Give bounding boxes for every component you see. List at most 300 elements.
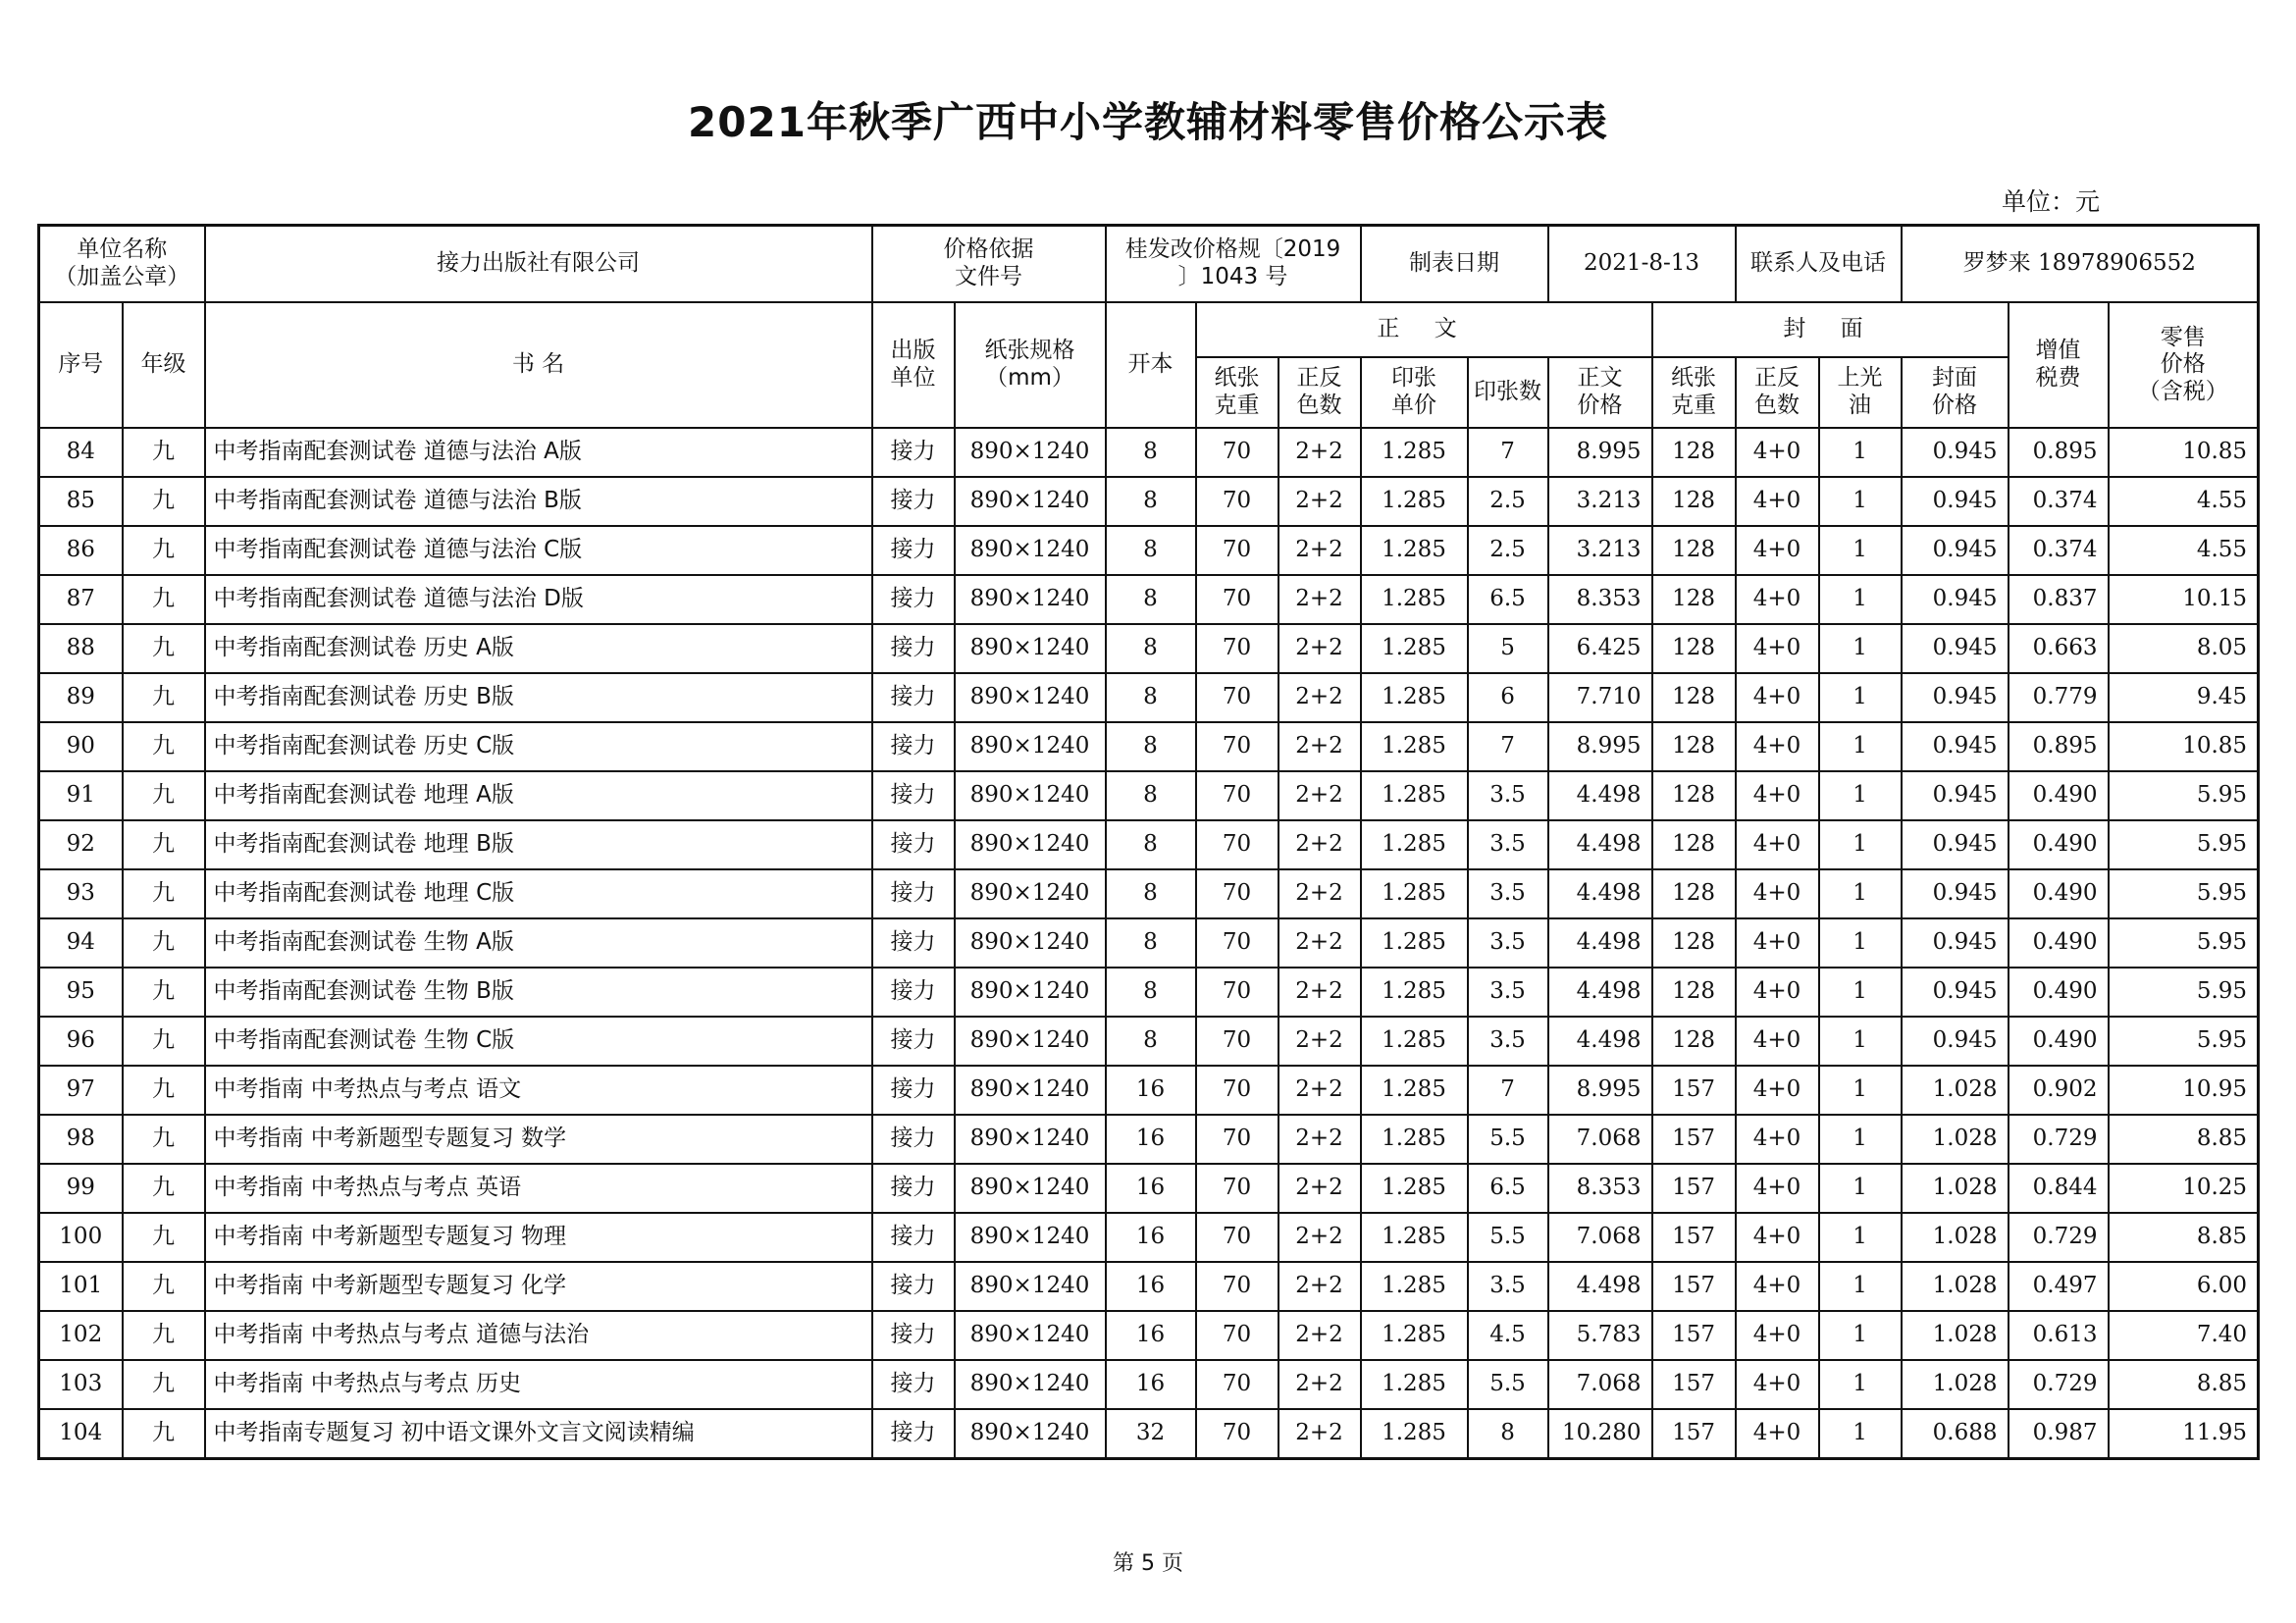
gloss-cell: 1 xyxy=(1819,1213,1902,1262)
body-weight-cell: 70 xyxy=(1196,968,1278,1017)
book-name-cell: 中考指南配套测试卷 地理 C版 xyxy=(205,869,872,918)
body-colors-cell: 2+2 xyxy=(1278,869,1361,918)
sheets-cell: 6.5 xyxy=(1468,1164,1548,1213)
book-name-cell: 中考指南配套测试卷 历史 C版 xyxy=(205,722,872,771)
cover-weight-cell: 128 xyxy=(1652,673,1736,722)
grade-cell: 九 xyxy=(123,1262,205,1311)
body-price-cell: 7.710 xyxy=(1548,673,1652,722)
retail-price-cell: 10.15 xyxy=(2109,575,2259,624)
sheets-cell: 7 xyxy=(1468,428,1548,477)
cover-weight-cell: 128 xyxy=(1652,918,1736,968)
page-title: 2021年秋季广西中小学教辅材料零售价格公示表 xyxy=(688,98,1608,146)
cover-colors-cell: 4+0 xyxy=(1736,1409,1819,1459)
vat-cell: 0.490 xyxy=(2009,918,2109,968)
vat-cell: 0.374 xyxy=(2009,477,2109,526)
grade-cell: 九 xyxy=(123,1311,205,1360)
gloss-cell: 1 xyxy=(1819,722,1902,771)
vat-cell: 0.895 xyxy=(2009,428,2109,477)
unit-price-cell: 1.285 xyxy=(1361,1360,1468,1409)
book-name-cell: 中考指南配套测试卷 生物 A版 xyxy=(205,918,872,968)
unit-price-cell: 1.285 xyxy=(1361,1115,1468,1164)
unit-price-cell: 1.285 xyxy=(1361,575,1468,624)
body-price-cell: 8.995 xyxy=(1548,428,1652,477)
sheets-cell: 6.5 xyxy=(1468,575,1548,624)
body-colors-cell: 2+2 xyxy=(1278,428,1361,477)
retail-price-cell: 9.45 xyxy=(2109,673,2259,722)
header-body-weight: 纸张 克重 xyxy=(1196,357,1278,428)
paper-size-cell: 890×1240 xyxy=(955,1360,1106,1409)
cover-price-cell: 1.028 xyxy=(1902,1115,2009,1164)
format-cell: 8 xyxy=(1106,428,1196,477)
format-cell: 8 xyxy=(1106,575,1196,624)
cover-weight-cell: 128 xyxy=(1652,968,1736,1017)
header-cover-group: 封 面 xyxy=(1652,302,2009,357)
cover-price-cell: 0.945 xyxy=(1902,624,2009,673)
retail-price-cell: 10.85 xyxy=(2109,428,2259,477)
unit-label: 单位：元 xyxy=(2002,187,2101,216)
vat-cell: 0.490 xyxy=(2009,968,2109,1017)
format-cell: 16 xyxy=(1106,1262,1196,1311)
table-row xyxy=(39,673,2259,722)
paper-size-cell: 890×1240 xyxy=(955,918,1106,968)
body-weight-cell: 70 xyxy=(1196,869,1278,918)
cover-price-cell: 0.945 xyxy=(1902,1017,2009,1066)
paper-size-cell: 890×1240 xyxy=(955,575,1106,624)
body-price-cell: 3.213 xyxy=(1548,526,1652,575)
cover-colors-cell: 4+0 xyxy=(1736,1311,1819,1360)
vat-cell: 0.729 xyxy=(2009,1360,2109,1409)
gloss-cell: 1 xyxy=(1819,771,1902,820)
cover-weight-cell: 128 xyxy=(1652,428,1736,477)
cover-price-cell: 0.945 xyxy=(1902,820,2009,869)
grade-cell: 九 xyxy=(123,428,205,477)
header-retail: 零售 价格 （含税） xyxy=(2109,302,2259,428)
table-row xyxy=(39,624,2259,673)
gloss-cell: 1 xyxy=(1819,624,1902,673)
cover-weight-cell: 128 xyxy=(1652,477,1736,526)
body-price-cell: 5.783 xyxy=(1548,1311,1652,1360)
book-name-cell: 中考指南配套测试卷 历史 B版 xyxy=(205,673,872,722)
table-row xyxy=(39,526,2259,575)
body-weight-cell: 70 xyxy=(1196,1164,1278,1213)
retail-price-cell: 10.25 xyxy=(2109,1164,2259,1213)
seq-cell: 99 xyxy=(39,1164,123,1213)
format-cell: 16 xyxy=(1106,1360,1196,1409)
seq-cell: 93 xyxy=(39,869,123,918)
unit-price-cell: 1.285 xyxy=(1361,1066,1468,1115)
cover-colors-cell: 4+0 xyxy=(1736,869,1819,918)
cover-colors-cell: 4+0 xyxy=(1736,526,1819,575)
book-name-cell: 中考指南配套测试卷 道德与法治 D版 xyxy=(205,575,872,624)
header-seq: 序号 xyxy=(39,302,123,428)
cover-weight-cell: 157 xyxy=(1652,1213,1736,1262)
cover-weight-cell: 157 xyxy=(1652,1409,1736,1459)
body-weight-cell: 70 xyxy=(1196,1066,1278,1115)
table-row xyxy=(39,1311,2259,1360)
retail-price-cell: 4.55 xyxy=(2109,477,2259,526)
unit-price-cell: 1.285 xyxy=(1361,771,1468,820)
paper-size-cell: 890×1240 xyxy=(955,771,1106,820)
book-name-cell: 中考指南配套测试卷 生物 B版 xyxy=(205,968,872,1017)
grade-cell: 九 xyxy=(123,918,205,968)
paper-size-cell: 890×1240 xyxy=(955,1213,1106,1262)
body-colors-cell: 2+2 xyxy=(1278,771,1361,820)
retail-price-cell: 4.55 xyxy=(2109,526,2259,575)
body-price-cell: 4.498 xyxy=(1548,1017,1652,1066)
paper-size-cell: 890×1240 xyxy=(955,968,1106,1017)
seq-cell: 95 xyxy=(39,968,123,1017)
sheets-cell: 5 xyxy=(1468,624,1548,673)
unit-price-cell: 1.285 xyxy=(1361,526,1468,575)
cover-colors-cell: 4+0 xyxy=(1736,820,1819,869)
body-price-cell: 4.498 xyxy=(1548,968,1652,1017)
body-colors-cell: 2+2 xyxy=(1278,968,1361,1017)
table-row xyxy=(39,918,2259,968)
seq-cell: 104 xyxy=(39,1409,123,1459)
paper-size-cell: 890×1240 xyxy=(955,1262,1106,1311)
contact-label: 联系人及电话 xyxy=(1736,226,1902,303)
date-label: 制表日期 xyxy=(1361,226,1548,303)
unit-price-cell: 1.285 xyxy=(1361,1409,1468,1459)
cover-price-cell: 1.028 xyxy=(1902,1311,2009,1360)
grade-cell: 九 xyxy=(123,575,205,624)
header-cover-colors: 正反 色数 xyxy=(1736,357,1819,428)
book-name-cell: 中考指南专题复习 初中语文课外文言文阅读精编 xyxy=(205,1409,872,1459)
cover-colors-cell: 4+0 xyxy=(1736,1360,1819,1409)
header-grade: 年级 xyxy=(123,302,205,428)
retail-price-cell: 8.85 xyxy=(2109,1360,2259,1409)
price-table xyxy=(37,224,2260,1460)
publisher-cell: 接力 xyxy=(872,771,955,820)
gloss-cell: 1 xyxy=(1819,1311,1902,1360)
paper-size-cell: 890×1240 xyxy=(955,1017,1106,1066)
retail-price-cell: 8.85 xyxy=(2109,1213,2259,1262)
grade-cell: 九 xyxy=(123,869,205,918)
grade-cell: 九 xyxy=(123,1017,205,1066)
body-price-cell: 7.068 xyxy=(1548,1360,1652,1409)
cover-price-cell: 0.945 xyxy=(1902,968,2009,1017)
body-colors-cell: 2+2 xyxy=(1278,1066,1361,1115)
publisher-cell: 接力 xyxy=(872,1213,955,1262)
publisher-cell: 接力 xyxy=(872,968,955,1017)
cover-price-cell: 1.028 xyxy=(1902,1213,2009,1262)
book-name-cell: 中考指南配套测试卷 生物 C版 xyxy=(205,1017,872,1066)
body-weight-cell: 70 xyxy=(1196,624,1278,673)
publisher-cell: 接力 xyxy=(872,1311,955,1360)
header-publisher: 出版 单位 xyxy=(872,302,955,428)
cover-weight-cell: 128 xyxy=(1652,820,1736,869)
vat-cell: 0.729 xyxy=(2009,1115,2109,1164)
retail-price-cell: 5.95 xyxy=(2109,820,2259,869)
unit-price-cell: 1.285 xyxy=(1361,1311,1468,1360)
publisher-cell: 接力 xyxy=(872,1066,955,1115)
vat-cell: 0.987 xyxy=(2009,1409,2109,1459)
sheets-cell: 4.5 xyxy=(1468,1311,1548,1360)
price-basis-value: 桂发改价格规〔2019 〕1043 号 xyxy=(1106,226,1361,303)
paper-size-cell: 890×1240 xyxy=(955,526,1106,575)
cover-colors-cell: 4+0 xyxy=(1736,673,1819,722)
body-weight-cell: 70 xyxy=(1196,820,1278,869)
book-name-cell: 中考指南 中考热点与考点 英语 xyxy=(205,1164,872,1213)
vat-cell: 0.729 xyxy=(2009,1213,2109,1262)
table-row xyxy=(39,1213,2259,1262)
retail-price-cell: 11.95 xyxy=(2109,1409,2259,1459)
sheets-cell: 3.5 xyxy=(1468,918,1548,968)
seq-cell: 100 xyxy=(39,1213,123,1262)
unit-price-cell: 1.285 xyxy=(1361,1164,1468,1213)
sheets-cell: 3.5 xyxy=(1468,1262,1548,1311)
sheets-cell: 7 xyxy=(1468,1066,1548,1115)
gloss-cell: 1 xyxy=(1819,673,1902,722)
vat-cell: 0.779 xyxy=(2009,673,2109,722)
grade-cell: 九 xyxy=(123,526,205,575)
unit-price-cell: 1.285 xyxy=(1361,1262,1468,1311)
publisher-cell: 接力 xyxy=(872,624,955,673)
format-cell: 16 xyxy=(1106,1164,1196,1213)
cover-weight-cell: 157 xyxy=(1652,1311,1736,1360)
vat-cell: 0.844 xyxy=(2009,1164,2109,1213)
grade-cell: 九 xyxy=(123,968,205,1017)
body-price-cell: 7.068 xyxy=(1548,1213,1652,1262)
table-row xyxy=(39,1409,2259,1459)
seq-cell: 96 xyxy=(39,1017,123,1066)
gloss-cell: 1 xyxy=(1819,968,1902,1017)
paper-size-cell: 890×1240 xyxy=(955,820,1106,869)
body-weight-cell: 70 xyxy=(1196,771,1278,820)
book-name-cell: 中考指南 中考热点与考点 历史 xyxy=(205,1360,872,1409)
unit-price-cell: 1.285 xyxy=(1361,477,1468,526)
format-cell: 32 xyxy=(1106,1409,1196,1459)
cover-colors-cell: 4+0 xyxy=(1736,1115,1819,1164)
vat-cell: 0.490 xyxy=(2009,820,2109,869)
body-colors-cell: 2+2 xyxy=(1278,1017,1361,1066)
publisher-cell: 接力 xyxy=(872,575,955,624)
cover-weight-cell: 157 xyxy=(1652,1262,1736,1311)
table-row xyxy=(39,428,2259,477)
gloss-cell: 1 xyxy=(1819,1409,1902,1459)
grade-cell: 九 xyxy=(123,820,205,869)
grade-cell: 九 xyxy=(123,1164,205,1213)
format-cell: 8 xyxy=(1106,526,1196,575)
gloss-cell: 1 xyxy=(1819,575,1902,624)
table-row xyxy=(39,1262,2259,1311)
body-weight-cell: 70 xyxy=(1196,1311,1278,1360)
publisher-cell: 接力 xyxy=(872,1017,955,1066)
publisher-cell: 接力 xyxy=(872,1164,955,1213)
cover-weight-cell: 157 xyxy=(1652,1164,1736,1213)
unit-price-cell: 1.285 xyxy=(1361,869,1468,918)
seq-cell: 90 xyxy=(39,722,123,771)
grade-cell: 九 xyxy=(123,673,205,722)
table-row xyxy=(39,1164,2259,1213)
book-name-cell: 中考指南 中考热点与考点 道德与法治 xyxy=(205,1311,872,1360)
body-price-cell: 8.995 xyxy=(1548,722,1652,771)
grade-cell: 九 xyxy=(123,771,205,820)
unit-price-cell: 1.285 xyxy=(1361,820,1468,869)
header-format: 开本 xyxy=(1106,302,1196,428)
body-colors-cell: 2+2 xyxy=(1278,477,1361,526)
body-price-cell: 4.498 xyxy=(1548,918,1652,968)
gloss-cell: 1 xyxy=(1819,1017,1902,1066)
date-value: 2021-8-13 xyxy=(1548,226,1736,303)
grade-cell: 九 xyxy=(123,1213,205,1262)
publisher-cell: 接力 xyxy=(872,526,955,575)
sheets-cell: 5.5 xyxy=(1468,1115,1548,1164)
publisher-cell: 接力 xyxy=(872,1409,955,1459)
grade-cell: 九 xyxy=(123,477,205,526)
paper-size-cell: 890×1240 xyxy=(955,722,1106,771)
table-row xyxy=(39,722,2259,771)
cover-colors-cell: 4+0 xyxy=(1736,1066,1819,1115)
body-weight-cell: 70 xyxy=(1196,918,1278,968)
publisher-cell: 接力 xyxy=(872,918,955,968)
format-cell: 8 xyxy=(1106,771,1196,820)
retail-price-cell: 10.85 xyxy=(2109,722,2259,771)
cover-price-cell: 0.945 xyxy=(1902,673,2009,722)
cover-price-cell: 0.945 xyxy=(1902,722,2009,771)
format-cell: 8 xyxy=(1106,624,1196,673)
body-price-cell: 4.498 xyxy=(1548,869,1652,918)
seq-cell: 85 xyxy=(39,477,123,526)
cover-price-cell: 1.028 xyxy=(1902,1164,2009,1213)
gloss-cell: 1 xyxy=(1819,869,1902,918)
cover-weight-cell: 157 xyxy=(1652,1360,1736,1409)
publisher-cell: 接力 xyxy=(872,673,955,722)
paper-size-cell: 890×1240 xyxy=(955,624,1106,673)
body-weight-cell: 70 xyxy=(1196,722,1278,771)
body-weight-cell: 70 xyxy=(1196,1017,1278,1066)
sheets-cell: 3.5 xyxy=(1468,968,1548,1017)
cover-price-cell: 0.945 xyxy=(1902,575,2009,624)
seq-cell: 84 xyxy=(39,428,123,477)
body-colors-cell: 2+2 xyxy=(1278,1164,1361,1213)
seq-cell: 97 xyxy=(39,1066,123,1115)
header-cover-weight: 纸张 克重 xyxy=(1652,357,1736,428)
vat-cell: 0.663 xyxy=(2009,624,2109,673)
header-paper-size: 纸张规格 （mm） xyxy=(955,302,1106,428)
body-weight-cell: 70 xyxy=(1196,428,1278,477)
retail-price-cell: 5.95 xyxy=(2109,869,2259,918)
vat-cell: 0.374 xyxy=(2009,526,2109,575)
retail-price-cell: 10.95 xyxy=(2109,1066,2259,1115)
table-row xyxy=(39,820,2259,869)
cover-price-cell: 1.028 xyxy=(1902,1262,2009,1311)
cover-colors-cell: 4+0 xyxy=(1736,918,1819,968)
unit-price-cell: 1.285 xyxy=(1361,428,1468,477)
grade-cell: 九 xyxy=(123,1360,205,1409)
body-weight-cell: 70 xyxy=(1196,1360,1278,1409)
retail-price-cell: 5.95 xyxy=(2109,1017,2259,1066)
header-book: 书 名 xyxy=(205,302,872,428)
body-price-cell: 4.498 xyxy=(1548,1262,1652,1311)
cover-weight-cell: 157 xyxy=(1652,1066,1736,1115)
book-name-cell: 中考指南配套测试卷 道德与法治 B版 xyxy=(205,477,872,526)
book-name-cell: 中考指南配套测试卷 历史 A版 xyxy=(205,624,872,673)
gloss-cell: 1 xyxy=(1819,428,1902,477)
gloss-cell: 1 xyxy=(1819,477,1902,526)
book-name-cell: 中考指南配套测试卷 地理 A版 xyxy=(205,771,872,820)
body-colors-cell: 2+2 xyxy=(1278,1262,1361,1311)
book-name-cell: 中考指南 中考新题型专题复习 数学 xyxy=(205,1115,872,1164)
format-cell: 8 xyxy=(1106,477,1196,526)
body-colors-cell: 2+2 xyxy=(1278,1311,1361,1360)
vat-cell: 0.497 xyxy=(2009,1262,2109,1311)
publisher-cell: 接力 xyxy=(872,1115,955,1164)
header-row-1 xyxy=(39,302,2259,357)
body-colors-cell: 2+2 xyxy=(1278,624,1361,673)
cover-weight-cell: 128 xyxy=(1652,575,1736,624)
format-cell: 8 xyxy=(1106,1017,1196,1066)
paper-size-cell: 890×1240 xyxy=(955,1409,1106,1459)
format-cell: 8 xyxy=(1106,673,1196,722)
body-price-cell: 4.498 xyxy=(1548,820,1652,869)
cover-weight-cell: 128 xyxy=(1652,624,1736,673)
cover-colors-cell: 4+0 xyxy=(1736,1213,1819,1262)
table-row xyxy=(39,575,2259,624)
vat-cell: 0.490 xyxy=(2009,1017,2109,1066)
sheets-cell: 7 xyxy=(1468,722,1548,771)
gloss-cell: 1 xyxy=(1819,820,1902,869)
seq-cell: 94 xyxy=(39,918,123,968)
unit-price-cell: 1.285 xyxy=(1361,1017,1468,1066)
cover-price-cell: 0.945 xyxy=(1902,477,2009,526)
table-row xyxy=(39,968,2259,1017)
seq-cell: 101 xyxy=(39,1262,123,1311)
body-colors-cell: 2+2 xyxy=(1278,526,1361,575)
sheets-cell: 8 xyxy=(1468,1409,1548,1459)
publisher-cell: 接力 xyxy=(872,477,955,526)
body-weight-cell: 70 xyxy=(1196,575,1278,624)
unit-price-cell: 1.285 xyxy=(1361,968,1468,1017)
cover-colors-cell: 4+0 xyxy=(1736,1164,1819,1213)
paper-size-cell: 890×1240 xyxy=(955,1311,1106,1360)
info-row xyxy=(39,226,2259,303)
book-name-cell: 中考指南 中考新题型专题复习 化学 xyxy=(205,1262,872,1311)
body-colors-cell: 2+2 xyxy=(1278,1115,1361,1164)
paper-size-cell: 890×1240 xyxy=(955,1164,1106,1213)
table-row xyxy=(39,1017,2259,1066)
body-weight-cell: 70 xyxy=(1196,673,1278,722)
seq-cell: 92 xyxy=(39,820,123,869)
book-name-cell: 中考指南配套测试卷 道德与法治 A版 xyxy=(205,428,872,477)
vat-cell: 0.902 xyxy=(2009,1066,2109,1115)
seq-cell: 102 xyxy=(39,1311,123,1360)
grade-cell: 九 xyxy=(123,1115,205,1164)
seq-cell: 86 xyxy=(39,526,123,575)
body-price-cell: 3.213 xyxy=(1548,477,1652,526)
body-price-cell: 6.425 xyxy=(1548,624,1652,673)
body-price-cell: 10.280 xyxy=(1548,1409,1652,1459)
cover-price-cell: 1.028 xyxy=(1902,1360,2009,1409)
cover-colors-cell: 4+0 xyxy=(1736,428,1819,477)
format-cell: 16 xyxy=(1106,1066,1196,1115)
header-sheets: 印张数 xyxy=(1468,357,1548,428)
sheets-cell: 5.5 xyxy=(1468,1213,1548,1262)
retail-price-cell: 5.95 xyxy=(2109,968,2259,1017)
vat-cell: 0.490 xyxy=(2009,771,2109,820)
retail-price-cell: 5.95 xyxy=(2109,918,2259,968)
seq-cell: 89 xyxy=(39,673,123,722)
body-price-cell: 7.068 xyxy=(1548,1115,1652,1164)
body-colors-cell: 2+2 xyxy=(1278,1213,1361,1262)
cover-price-cell: 0.945 xyxy=(1902,428,2009,477)
seq-cell: 88 xyxy=(39,624,123,673)
format-cell: 8 xyxy=(1106,968,1196,1017)
book-name-cell: 中考指南配套测试卷 道德与法治 C版 xyxy=(205,526,872,575)
body-colors-cell: 2+2 xyxy=(1278,673,1361,722)
body-price-cell: 4.498 xyxy=(1548,771,1652,820)
format-cell: 8 xyxy=(1106,722,1196,771)
